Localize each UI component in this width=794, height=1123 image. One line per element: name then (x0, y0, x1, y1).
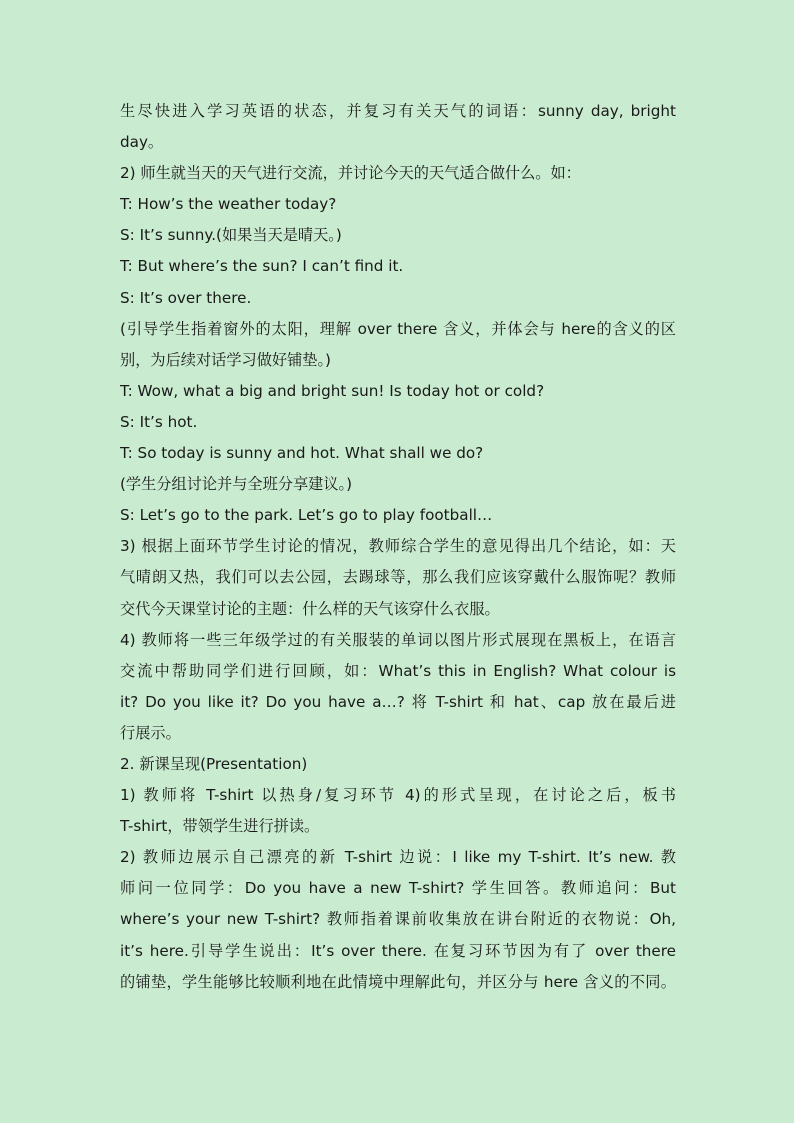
text-line: it? Do you like it? Do you have a…? 将 T-shirt 和 hat、cap 放在最后进 (120, 692, 676, 711)
text-line: S: It’s hot. (120, 412, 198, 431)
text-line: S: Let’s go to the park. Let’s go to play football… (120, 506, 493, 525)
text-line: S: It’s sunny.(如果当天是晴天。) (120, 226, 342, 245)
text-line: it’s here.引导学生说出：It’s over there. 在复习环节因为有了 over there (120, 941, 676, 960)
text-line: T-shirt，带领学生进行拼读。 (120, 817, 320, 836)
text-line: T: Wow, what a big and bright sun! Is today hot or cold? (120, 381, 545, 400)
text-line: day。 (120, 133, 164, 152)
text-line: T: How’s the weather today? (120, 195, 337, 214)
text-line: 行展示。 (120, 723, 181, 742)
text-line: (引导学生指着窗外的太阳，理解 over there 含义，并体会与 here的含义的区 (120, 319, 676, 338)
text-line: 别，为后续对话学习做好铺垫。) (120, 350, 331, 369)
text-line: 2) 教师边展示自己漂亮的新 T-shirt 边说：I like my T-shirt. It’s new. 教 (120, 848, 676, 867)
text-line: T: But where’s the sun? I can’t find it. (120, 257, 404, 276)
text-line: 交流中帮助同学们进行回顾，如：What’s this in English? What colour is (120, 661, 676, 680)
text-line: 3) 根据上面环节学生讨论的情况，教师综合学生的意见得出几个结论，如：天 (120, 537, 676, 556)
text-line: where’s your new T-shirt? 教师指着课前收集放在讲台附近的衣物说：Oh, (120, 910, 676, 929)
document-body (120, 96, 676, 998)
text-line: 交代今天课堂讨论的主题：什么样的天气该穿什么衣服。 (120, 599, 500, 618)
text-line: 师问一位同学：Do you have a new T-shirt? 学生回答。教师追问：But (120, 879, 676, 898)
text-line: T: So today is sunny and hot. What shall we do? (120, 444, 484, 463)
text-line: 生尽快进入学习英语的状态，并复习有关天气的词语：sunny day, bright (120, 102, 676, 120)
text-line: 2. 新课呈现(Presentation) (120, 754, 308, 773)
text-line: 的铺垫，学生能够比较顺利地在此情境中理解此句，并区分与 here 含义的不同。 (120, 972, 676, 991)
text-line: 2) 师生就当天的天气进行交流，并讨论今天的天气适合做什么。如： (120, 164, 581, 183)
text-line: 4) 教师将一些三年级学过的有关服装的单词以图片形式展现在黑板上，在语言 (120, 630, 676, 649)
text-line: S: It’s over there. (120, 288, 252, 307)
text-line: 气晴朗又热，我们可以去公园，去踢球等，那么我们应该穿戴什么服饰呢？教师 (120, 568, 676, 587)
text-line: 1) 教师将 T-shirt 以热身/复习环节 4)的形式呈现，在讨论之后，板书 (120, 786, 676, 805)
text-line: (学生分组讨论并与全班分享建议。) (120, 475, 353, 494)
